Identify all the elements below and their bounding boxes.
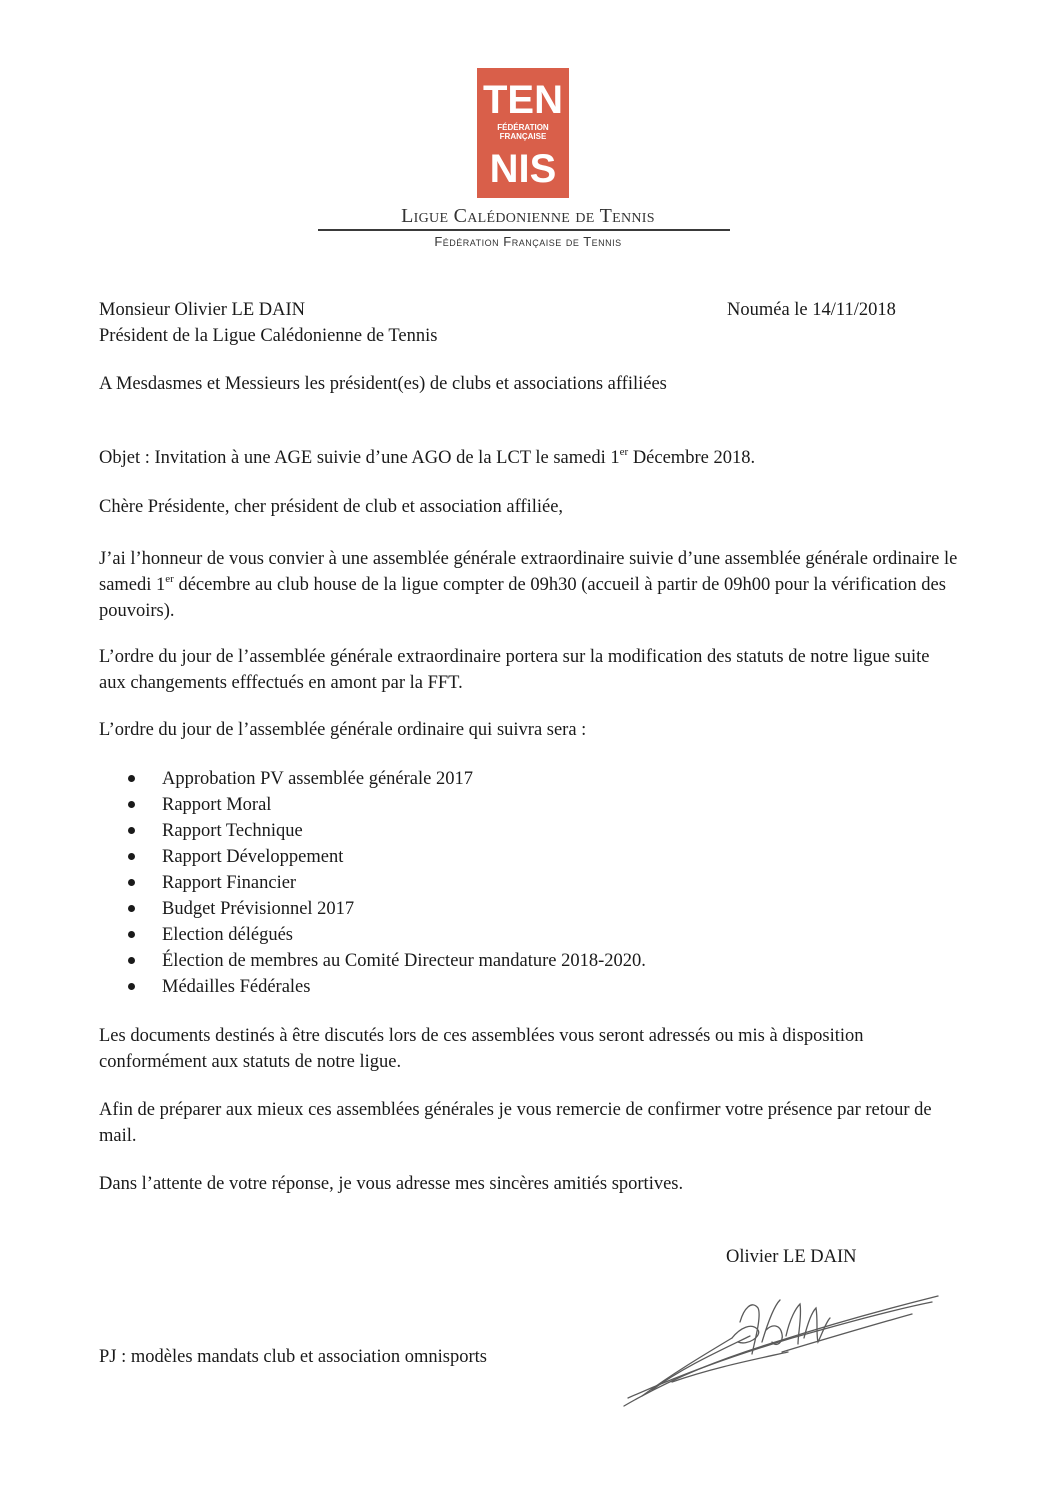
- sender-name: Monsieur Olivier LE DAIN: [99, 300, 306, 320]
- agenda-item-label: Rapport Financier: [162, 873, 297, 893]
- handwritten-signature: [612, 1278, 944, 1418]
- logo-middle-text-1: FÉDÉRATION: [497, 123, 549, 132]
- agenda-item: [128, 974, 646, 1000]
- bullet-icon: [128, 801, 135, 808]
- recipients: A Mesdasmes et Messieurs les président(es) de clubs et associations affiliées: [99, 374, 667, 394]
- paragraph-invitation-before: J’ai l’honneur de vous convier à une assemblée générale extraordinaire suivie d’une assemblée générale ordinaire le samedi 1: [99, 549, 958, 595]
- bullet-icon: [128, 931, 135, 938]
- agenda-item-label: Rapport Développement: [162, 847, 344, 867]
- bullet-icon: [128, 853, 135, 860]
- agenda-item: [128, 766, 646, 792]
- agenda-list: [128, 766, 646, 1000]
- subject-superscript: er: [619, 445, 629, 458]
- agenda-item-label: Élection de membres au Comité Directeur mandature 2018-2020.: [162, 951, 646, 971]
- paragraph-documents: Les documents destinés à être discutés lors de ces assemblées vous seront adressés ou mis à disposition conformément aux statuts de notre ligue.: [99, 1026, 864, 1072]
- sender-title: Président de la Ligue Calédonienne de Tennis: [99, 326, 438, 346]
- federation-name: Fédération Française de Tennis: [434, 234, 622, 249]
- subject-text-after: Décembre 2018.: [628, 448, 756, 468]
- bullet-icon: [128, 957, 135, 964]
- paragraph-confirmation: Afin de préparer aux mieux ces assemblées générales je vous remercie de confirmer votre présence par retour de mail.: [99, 1100, 932, 1146]
- agenda-item: [128, 922, 646, 948]
- letterhead-divider: [318, 229, 730, 231]
- paragraph-closing: Dans l’attente de votre réponse, je vous adresse mes sincères amitiés sportives.: [99, 1174, 684, 1194]
- agenda-item: [128, 818, 646, 844]
- paragraph-invitation-after: décembre au club house de la ligue compter de 09h30 (accueil à partir de 09h00 pour la vérification des pouvoirs).: [99, 575, 946, 621]
- signature-strokes: [612, 1278, 944, 1418]
- tennis-logo: [477, 68, 569, 198]
- paragraph-invitation-superscript: er: [165, 572, 174, 585]
- tennis-logo-mark: [477, 68, 569, 198]
- agenda-item-label: Approbation PV assemblée générale 2017: [162, 769, 473, 789]
- organization-name: [318, 205, 738, 228]
- bullet-icon: [128, 905, 135, 912]
- paragraph-invitation: [99, 546, 959, 624]
- salutation: Chère Présidente, cher président de club et association affiliée,: [99, 497, 564, 517]
- agenda-item-label: Rapport Technique: [162, 821, 303, 841]
- agenda-item-label: Election délégués: [162, 925, 293, 945]
- agenda-item: [128, 870, 646, 896]
- logo-bottom-text: NIS: [489, 147, 557, 191]
- bullet-icon: [128, 827, 135, 834]
- agenda-item: [128, 792, 646, 818]
- agenda-item-label: Rapport Moral: [162, 795, 272, 815]
- attachment-note: PJ : modèles mandats club et association omnisports: [99, 1347, 487, 1367]
- paragraph-age-agenda: L’ordre du jour de l’assemblée générale extraordinaire portera sur la modification des statuts de notre ligue suite aux changements efffectués en amont par la FFT.: [99, 647, 930, 693]
- bullet-icon: [128, 983, 135, 990]
- logo-middle-text-2: FRANÇAISE: [499, 132, 547, 141]
- logo-top-text: TEN: [483, 78, 563, 122]
- subject-text-before: Objet : Invitation à une AGE suivie d’une AGO de la LCT le samedi 1: [99, 448, 620, 468]
- bullet-icon: [128, 879, 135, 886]
- agenda-item-label: Médailles Fédérales: [162, 977, 311, 997]
- signer-name: Olivier LE DAIN: [726, 1247, 857, 1267]
- letter-date: Nouméa le 14/11/2018: [727, 300, 896, 320]
- agenda-item: [128, 948, 646, 974]
- organization-name-text: Ligue Calédonienne de Tennis: [401, 205, 655, 227]
- paragraph-ago-intro: L’ordre du jour de l’assemblée générale ordinaire qui suivra sera :: [99, 720, 587, 740]
- agenda-item: [128, 844, 646, 870]
- agenda-item: [128, 896, 646, 922]
- bullet-icon: [128, 775, 135, 782]
- subject-line: [99, 445, 755, 471]
- agenda-item-label: Budget Prévisionnel 2017: [162, 899, 355, 919]
